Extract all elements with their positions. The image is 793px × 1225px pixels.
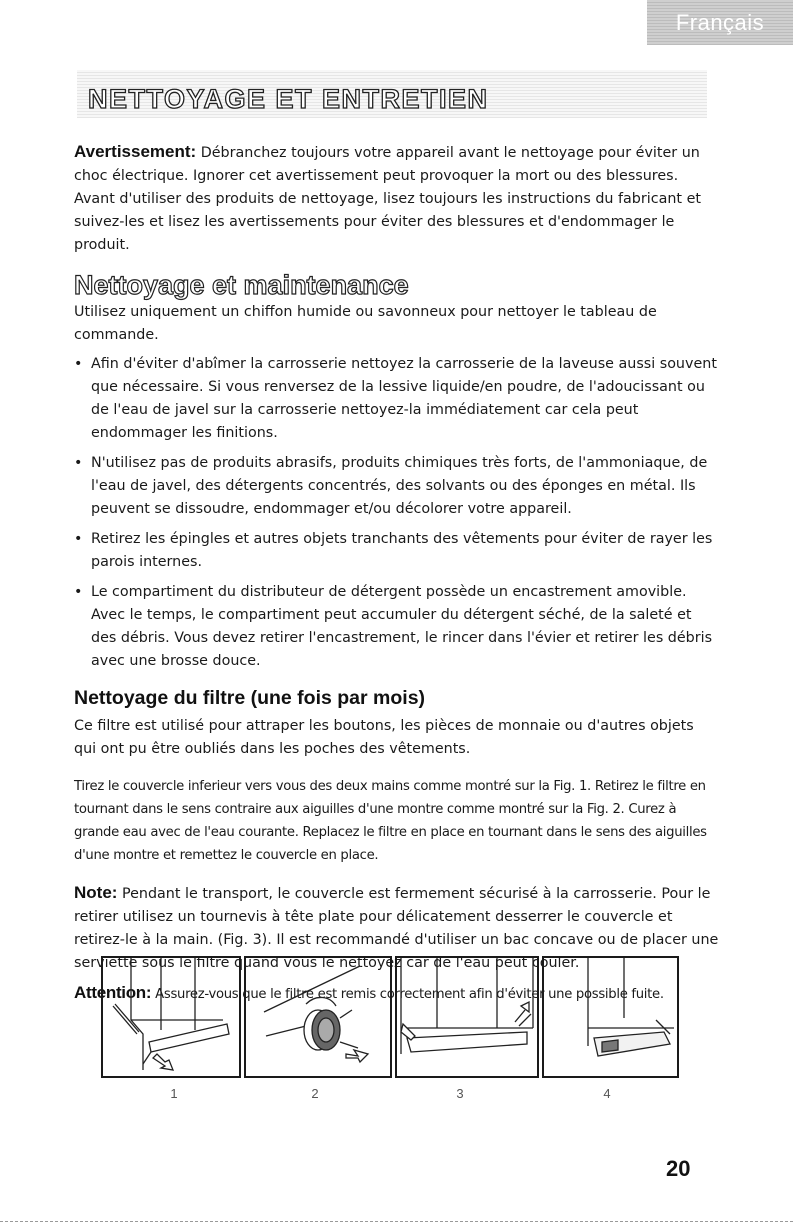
filter-purpose: Ce filtre est utilisé pour attraper les boutons, les pièces de monnaie ou d'autres objets qui ont pu être oubliés dans les poches des vêtements. xyxy=(74,718,694,757)
filter-heading: Nettoyage du filtre (une fois par mois) xyxy=(74,687,426,709)
figure-1 xyxy=(101,956,241,1078)
figure-number: 1 xyxy=(170,1086,178,1101)
content xyxy=(74,140,719,1006)
note-text: Pendant le transport, le couvercle est fermement sécurisé à la carrosserie. Pour le retirer utilisez un tournevis à tête plate pour délicatement desserrer le couvercle et retirez-le à la main. (Fig. 3). Il est recommandé d'utiliser un bac concave ou de placer une serviette sous le filtre quand vous le nettoyez car de l'eau peut couler. xyxy=(74,886,719,971)
bullet-mark: • xyxy=(74,584,83,600)
bullet-mark: • xyxy=(74,356,83,372)
list-item xyxy=(74,452,719,521)
warning-paragraph xyxy=(74,140,719,257)
main-heading: NETTOYAGE ET ENTRETIEN xyxy=(88,84,489,114)
filter-instructions: Tirez le couvercle inferieur vers vous des deux mains comme montré sur la Fig. 1. Retirez le filtre en tournant dans le sens contraire aux aiguilles d'une montre comme montré sur la Fig. 2. Curez à grande eau avec de l'eau courante. Replacez le filtre en place en tournant dans le sens des aiguilles d'une montre et remettez le couvercle en place. xyxy=(74,779,707,863)
figure-number: 2 xyxy=(311,1086,319,1101)
attention-label: Attention: xyxy=(74,983,152,1002)
language-tab: Français xyxy=(647,0,793,45)
section-heading: Nettoyage et maintenance xyxy=(74,270,409,300)
page-number: 20 xyxy=(666,1156,691,1181)
bullet-text: Le compartiment du distributeur de détergent possède un encastrement amovible. Avec le temps, le compartiment peut accumuler du détergent séché, de la saleté et des débris. Vous devez retirer l'encastrement, le rincer dans l'évier et retirer les débris avec une brosse douce. xyxy=(91,584,713,669)
figure-3 xyxy=(395,956,539,1078)
bottom-rule xyxy=(0,1221,793,1222)
list-item xyxy=(74,581,719,673)
fig2-filter-rotate-icon xyxy=(246,958,390,1076)
figure-2 xyxy=(244,956,392,1078)
list-item xyxy=(74,528,719,574)
attention-text: Assurez-vous que le filtre est remis correctement afin d'éviter une possible fuite. xyxy=(155,987,664,1002)
bullet-text: Afin d'éviter d'abîmer la carrosserie nettoyez la carrosserie de la laveuse aussi souvent que nécessaire. Si vous renversez de la lessive liquide/en poudre, de l'adoucissant ou de l'eau de javel sur la carrosserie nettoyez-la immédiatement car cela peut endommager les finitions. xyxy=(91,356,717,441)
bullet-list xyxy=(74,353,719,673)
list-item xyxy=(74,353,719,445)
note-label: Note: xyxy=(74,883,118,902)
figure-number: 3 xyxy=(456,1086,464,1101)
bullet-text: Retirez les épingles et autres objets tranchants des vêtements pour éviter de rayer les parois internes. xyxy=(91,531,713,570)
figure-number: 4 xyxy=(603,1086,611,1101)
figures-row xyxy=(101,956,691,1106)
intro-text: Utilisez uniquement un chiffon humide ou savonneux pour nettoyer le tableau de commande. xyxy=(74,304,657,343)
warning-text: Débranchez toujours votre appareil avant le nettoyage pour éviter un choc électrique. Ignorer cet avertissement peut provoquer la mort ou des blessures. Avant d'utiliser des produits de nettoyage, lisez toujours les instructions du fabricant et suivez-les et lisez les avertissements pour éviter des blessures et d'endommager le produit. xyxy=(74,145,701,253)
fig1-pull-cover-icon xyxy=(103,958,239,1076)
warning-label: Avertissement: xyxy=(74,142,197,161)
figure-4 xyxy=(542,956,679,1078)
fig4-towel-under-filter-icon xyxy=(544,958,677,1076)
bullet-mark: • xyxy=(74,531,83,547)
fig3-screwdriver-cover-icon xyxy=(397,958,537,1076)
bullet-text: N'utilisez pas de produits abrasifs, produits chimiques très forts, de l'ammoniaque, de l'eau de javel, des détergents concentrés, des solvants ou des éponges en métal. Ils peuvent se dissoudre, endommager et/ou décolorer votre appareil. xyxy=(91,455,708,517)
bullet-mark: • xyxy=(74,455,83,471)
